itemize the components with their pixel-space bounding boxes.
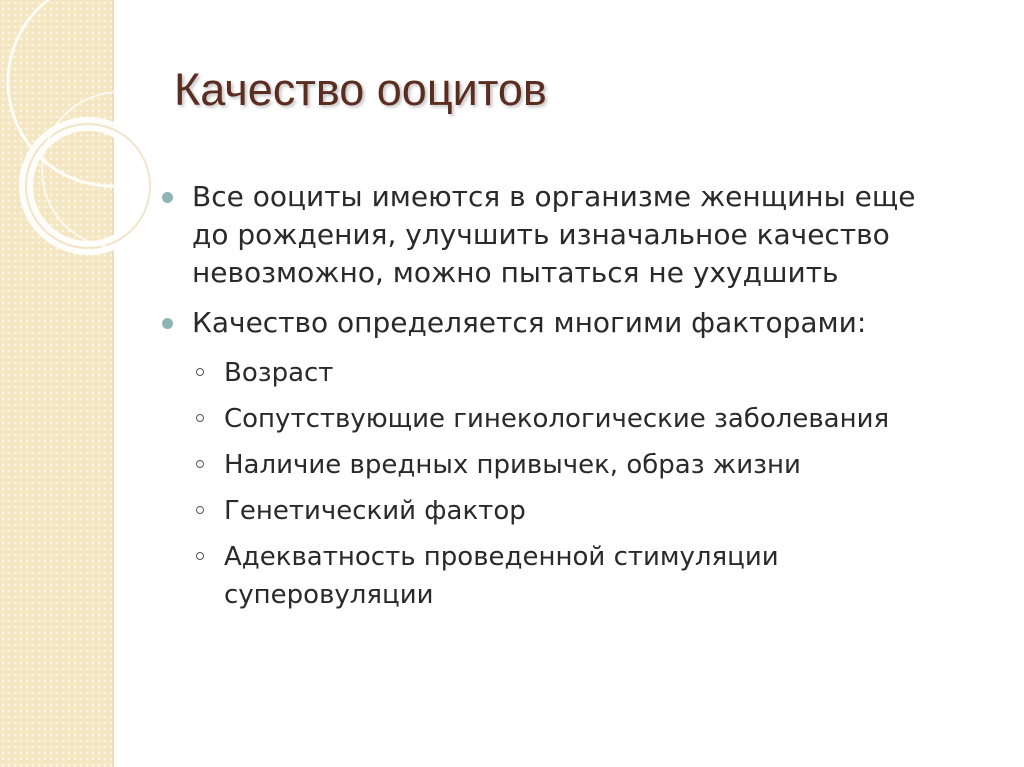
bullet-item: [160, 304, 960, 342]
circle-bullet-icon: [196, 460, 204, 468]
circle-bullet-icon: [196, 506, 204, 514]
circle-bullet-icon: [196, 414, 204, 422]
circle-bullet-icon: [196, 368, 204, 376]
slide-title: Качество ооцитов: [174, 64, 547, 115]
bullet-text: Качество определяется многими факторами:: [192, 306, 867, 339]
slide-content: [160, 178, 960, 622]
sub-bullet-item: [192, 446, 960, 484]
bullet-text: Все ооциты имеются в организме женщины еще до рождения, улучшить изначальное качество невозможно, можно пытаться не ухудшить: [192, 180, 916, 289]
circle-bullet-icon: [196, 552, 204, 560]
sub-bullet-item: [192, 400, 960, 438]
sub-bullet-text: Наличие вредных привычек, образ жизни: [224, 450, 801, 480]
sub-bullet-text: Генетический фактор: [224, 496, 526, 526]
sub-bullet-list: [160, 354, 960, 614]
sub-bullet-text: Адекватность проведенной стимуляции суперовуляции: [224, 542, 779, 610]
sub-bullet-text: Сопутствующие гинекологические заболевания: [224, 404, 890, 434]
sub-bullet-item: [192, 538, 960, 614]
bullet-dot-icon: [162, 192, 173, 203]
sub-bullet-item: [192, 354, 960, 392]
sub-bullet-text: Возраст: [224, 358, 334, 388]
bullet-dot-icon: [162, 318, 173, 329]
sub-bullet-item: [192, 492, 960, 530]
bullet-item: [160, 178, 960, 292]
